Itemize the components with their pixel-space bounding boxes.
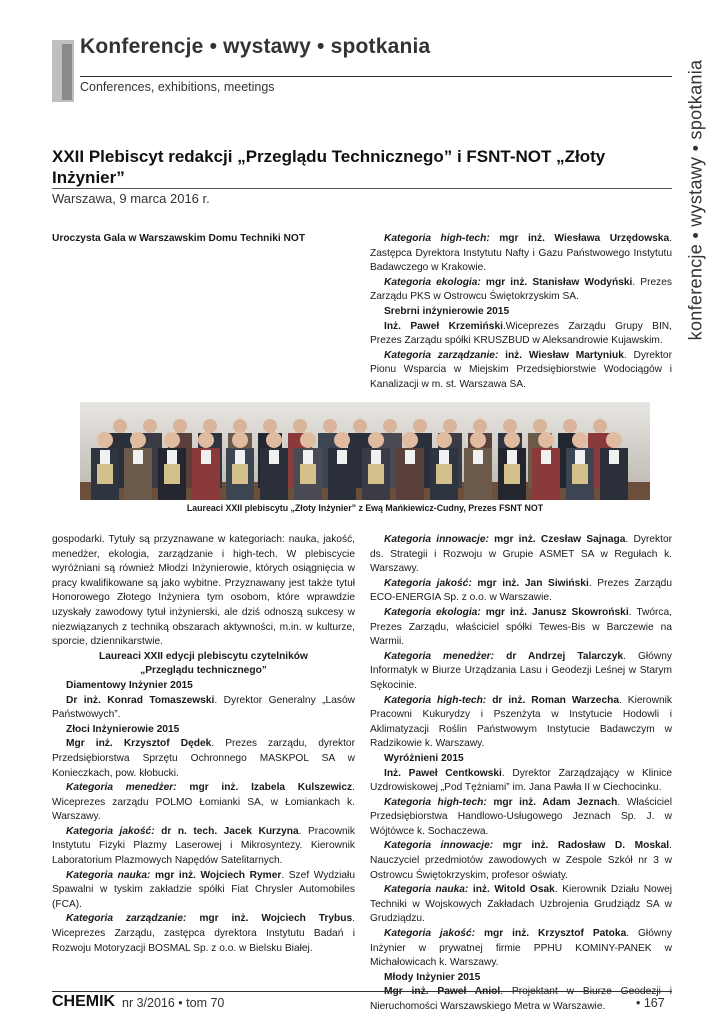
paragraph <box>370 927 672 971</box>
laureate-description: . Prezes zarządu, dyrektor Przedsiębiorstwa Sprzętu Ochronnego MASKPOL SA w Konieczkach, pow. kłobucki. <box>52 738 355 779</box>
paragraph: Wyróżnieni 2015 <box>384 752 464 764</box>
laureate-name: dr n. tech. Jacek Kurzyna <box>161 825 299 837</box>
laureate-name: dr Andrzej Talarczyk <box>506 650 624 662</box>
laureate-description: . Główny Informatyk w Biurze Urządzania Lasu i Geodezji Leśnej w Starym Sękocinie. <box>370 650 672 691</box>
category-label: Kategoria ekologia: <box>384 276 481 288</box>
column-right-bottom <box>370 533 672 1015</box>
category-label: Kategoria ekologia: <box>384 606 481 618</box>
category-label: Kategoria jakość: <box>66 825 155 837</box>
category-label: Kategoria high-tech: <box>384 233 490 244</box>
laureate-name: mgr inż. Jan Siwiński <box>477 577 589 589</box>
paragraph <box>370 839 672 883</box>
laureate-description: . Pracownik Instytutu Fizyki Plazmy Laserowej i Mikrosyntezy. Kierownik Laboratorium Plazmowych Napędów Satelitarnych. <box>52 825 355 867</box>
paragraph <box>370 650 672 694</box>
column-left-bottom <box>52 533 355 956</box>
category-label: Kategoria menedżer: <box>66 782 177 794</box>
category-label: Kategoria menedżer: <box>384 650 495 662</box>
laureate-description: . Wiceprezes Zarządu, zastępca dyrektora Instytutu Badań i Rozwoju Motoryzacji BOSMAL Sp. z o.o. w Bielsku Białej. <box>52 913 355 954</box>
laureate-description: . Dyrektor ds. Strategii i Rozwoju w Grupie ASMET SA w Regułach k. Warszawy. <box>370 534 672 575</box>
laureate-name: mgr inż. Janusz Skowroński <box>485 606 629 618</box>
laureate-description: . Właściciel Przedsiębiorstwa Handlowo-Usługowego Jeznach Sp. J. w Wójtówce k. Sochaczewa. <box>370 796 672 837</box>
paragraph <box>370 694 672 752</box>
laureate-name: Mgr inż. Krzysztof Dędek <box>66 738 212 750</box>
side-section-tab-label: konferencje • wystawy • spotkania <box>685 59 706 341</box>
column-left-top <box>52 232 355 247</box>
laureate-description: . Wiceprezes zarządu POLMO Łomianki SA, w Łomiankach k. Warszawy. <box>52 782 355 823</box>
paragraph: Laureaci XXII edycji plebiscytu czytelników <box>99 650 308 662</box>
category-label: Kategoria nauka: <box>66 869 151 881</box>
paragraph <box>370 349 672 393</box>
category-label: Kategoria high-tech: <box>384 694 487 706</box>
laureates-photo <box>80 402 650 500</box>
paragraph: Diamentowy Inżynier 2015 <box>66 679 193 691</box>
category-label: Kategoria zarządzanie: <box>66 913 187 925</box>
section-title: Konferencje • wystawy • spotkania <box>80 35 431 58</box>
laureate-description: . Kierownik Działu Nowej Techniki w Wojskowych Zakładach Uzbrojenia Grudziądz SA w Grudziądzu. <box>370 884 673 925</box>
side-section-tab <box>676 30 716 370</box>
title-divider <box>52 188 672 189</box>
paragraph: Młody Inżynier 2015 <box>384 971 481 983</box>
laureate-name: inż. Witold Osak <box>472 884 555 896</box>
photo-caption: Laureaci XXII plebiscytu „Złoty Inżynier” z Ewą Mańkiewicz-Cudny, Prezes FSNT NOT <box>186 503 544 513</box>
paragraph <box>370 276 672 305</box>
laureate-name: mgr inż. Wiesława Urzędowska <box>499 233 670 244</box>
page-number: • 167 <box>636 996 665 1010</box>
header-accent-bar-inner <box>62 44 72 100</box>
paragraph: Złoci Inżynierowie 2015 <box>66 723 180 735</box>
paragraph <box>370 320 672 349</box>
category-label: Kategoria nauka: <box>384 884 469 896</box>
article-date: Warszawa, 9 marca 2016 r. <box>52 191 210 206</box>
paragraph <box>52 825 355 869</box>
paragraph <box>370 985 672 1014</box>
paragraph <box>52 912 355 956</box>
category-label: Kategoria zarządzanie: <box>384 349 499 361</box>
laureate-name: Inż. Paweł Centkowski <box>384 767 502 779</box>
header-divider <box>80 76 672 77</box>
laureate-description: . Prezes Zarządu ECO-ENERGIA Sp. z o.o. w Warszawie. <box>370 577 672 604</box>
paragraph: „Przeglądu technicznego” <box>140 665 267 677</box>
paragraph <box>52 694 355 723</box>
paragraph <box>370 577 672 606</box>
column-right-top <box>370 232 672 393</box>
paragraph <box>370 606 672 650</box>
laureate-name: inż. Wiesław Martyniuk <box>505 349 624 361</box>
laureate-description: . Dyrektor Generalny „Lasów Państwowych”. <box>52 694 355 721</box>
footer-brand: CHEMIK <box>52 993 116 1010</box>
category-label: Kategoria jakość: <box>384 928 476 940</box>
laureate-name: mgr inż. Wojciech Trybus <box>199 913 353 925</box>
paragraph <box>370 883 672 927</box>
laureate-description: . Nauczyciel przedmiotów zawodowych w Zespole Szkół nr 3 w Ostrowcu Świętokrzyskim, profesor oświaty. <box>370 840 672 881</box>
laureate-description: .Wiceprezes Zarządu Grupy BIN, Prezes Zarządu spółki KRUSZBUD w Aleksandrowie Kujawskim. <box>370 320 672 347</box>
paragraph <box>370 796 672 840</box>
section-subtitle: Conferences, exhibitions, meetings <box>80 80 275 94</box>
laureate-description: . Prezes Zarządu PKS w Ostrowcu Świętokrzyskim SA. <box>370 276 672 303</box>
laureate-description: . Twórca, Prezes Zarządu, właściciel spółki Tewes-Bis w Barczewie na Warmii. <box>370 606 672 648</box>
category-label: Kategoria innowacje: <box>384 534 489 545</box>
laureate-name: mgr inż. Izabela Kulszewicz <box>189 782 353 794</box>
laureate-description: . Dyrektor Pionu Wsparcia w Miejskim Przedsiębiorstwie Wodociągów i Kanalizacji w m. st. Warszawa SA. <box>370 349 672 390</box>
paragraph <box>52 869 355 913</box>
laureate-name: Dr inż. Konrad Tomaszewski <box>66 694 215 706</box>
laureate-description: . Główny Inżynier w prywatnej firmie PPHU KOMINY-PANEK w Michałowicach k. Warszawy. <box>370 928 672 969</box>
laureate-name: mgr inż. Wojciech Rymer <box>155 869 282 881</box>
footer-divider <box>52 991 672 992</box>
category-label: Kategoria high-tech: <box>384 796 487 808</box>
laureate-name: dr inż. Roman Warzecha <box>492 694 619 706</box>
paragraph <box>370 533 672 577</box>
laureate-name: mgr inż. Adam Jeznach <box>493 796 618 808</box>
article-title: XXII Plebiscyt redakcji „Przeglądu Technicznego” i FSNT-NOT „Złoty Inżynier” <box>52 147 606 187</box>
paragraph <box>52 737 355 781</box>
laureate-name: mgr inż. Czesław Sajnaga <box>494 534 626 545</box>
laureate-description: . Dyrektor Zarządzający w Klinice Uzdrowiskowej „Pod Tężniami” im. Jana Pawła II w Ciechocinku. <box>370 767 672 794</box>
paragraph: Uroczysta Gala w Warszawskim Domu Techniki NOT <box>52 233 306 244</box>
laureate-description: Nieruchomości Warszawskiego Metra w Warszawie. <box>370 1001 606 1012</box>
laureate-description: . Szef Wydziału Spawalni w tyskim zakładzie spółki Fiat Chrysler Automobiles (FCA). <box>52 869 355 910</box>
category-label: Kategoria jakość: <box>384 577 472 589</box>
footer-issue: nr 3/2016 • tom 70 <box>122 996 225 1010</box>
category-label: Kategoria innowacje: <box>384 840 494 852</box>
paragraph <box>370 767 672 796</box>
paragraph: gospodarki. Tytuły są przyznawane w kategoriach: nauka, jakość, menedżer, ekologia, zarządzanie i high-tech. W plebiscycie wyróżniani są również Młodzi Inżynierowie, których osiągnięcia w pracy kwalifikowane są jako wybitne. Przyznawany jest także tytuł Honorowego Złotego Inżyniera tym osobom, które wprawdzie uzyskały zawodowy tytuł inżynierski, ale dziś odnoszą sukcesy w niezwiązanych z techniką obszarach aktywności, m.in. w kulturze, sporcie, dziennikarstwie. <box>52 534 355 648</box>
laureate-name: mgr inż. Krzysztof Patoka <box>483 928 627 940</box>
paragraph <box>52 781 355 825</box>
laureate-description: . Zastępca Dyrektora Instytutu Nafty i Gazu Państwowego Instytutu Badawczego w Krakowie. <box>370 233 672 274</box>
paragraph <box>370 232 672 276</box>
laureate-name: mgr inż. Radosław D. Moskal <box>502 840 670 852</box>
laureate-description: . Kierownik Pracowni Kukurydzy i Pszenżyta w Instytucie Hodowli i Aklimatyzacji Roślin Państwowym Instytucie Badawczym w Radzikowie k. Warszawy. <box>370 694 672 750</box>
laureate-name: Inż. Paweł Krzemiński <box>384 320 503 332</box>
paragraph: Srebrni inżynierowie 2015 <box>384 305 510 317</box>
laureate-name: mgr inż. Stanisław Wodyński <box>485 276 633 288</box>
